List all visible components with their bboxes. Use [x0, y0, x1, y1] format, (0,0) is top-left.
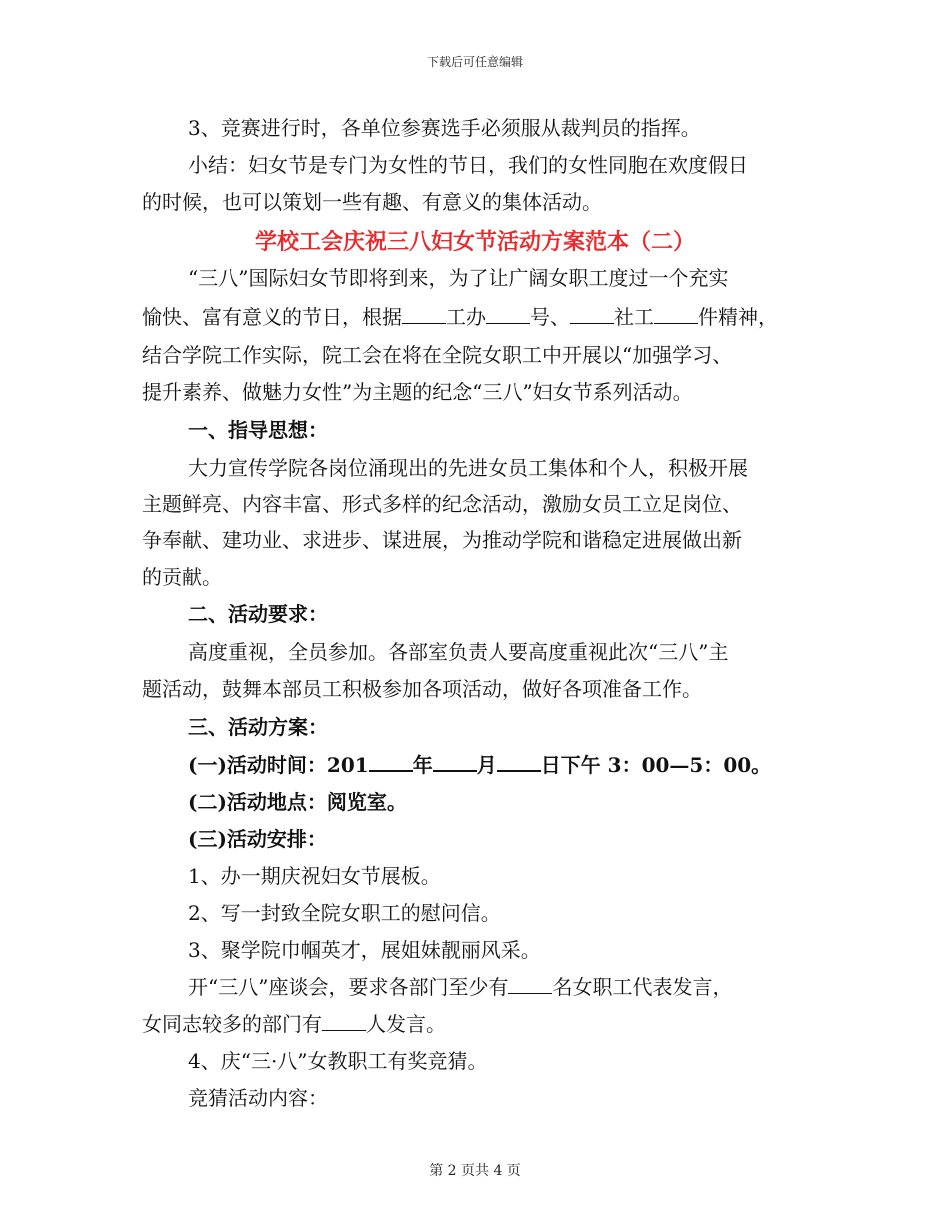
paragraph-line: “三八”国际妇女节即将到来，为了让广阔女职工度过一个充实 [188, 266, 729, 290]
blank-field [486, 305, 530, 324]
paragraph-line: 小结：妇女节是专门为女性的节日，我们的女性同胞在欢度假日 [188, 153, 748, 177]
blank-field [433, 752, 477, 772]
paragraph-line: 高度重视，全员参加。各部室负责人要高度重视此次“三八”主 [188, 640, 729, 664]
activity-place-line: (二)活动地点：阅览室。 [188, 790, 407, 814]
list-item: 4、庆“三·八”女教职工有奖竞猜。 [188, 1049, 488, 1073]
text-segment: 愉快、富有意义的节日，根据 [142, 305, 402, 329]
page-footer: 第 2 页共 4 页 [429, 1163, 521, 1179]
paragraph-line: 的贡献。 [142, 565, 222, 589]
blank-field [497, 752, 541, 772]
section-heading: 三、活动方案： [188, 715, 328, 739]
list-item: 2、写一封致全院女职工的慰问信。 [188, 901, 501, 925]
page-header: 下载后可任意编辑 [426, 55, 523, 69]
text-segment: 社工 [614, 305, 654, 329]
text-segment: (一)活动时间：201 [188, 753, 369, 777]
paragraph-line: 大力宣传学院各岗位涌现出的先进女员工集体和个人，积极开展 [188, 456, 748, 480]
paragraph-line: 3、竞赛进行时，各单位参赛选手必须服从裁判员的指挥。 [188, 116, 701, 140]
paragraph-line: 争奉献、建功业、求进步、谋进展，为推动学院和谐稳定进展做出新 [142, 528, 742, 552]
paragraph-line [142, 1012, 446, 1036]
paragraph-line: 主题鲜亮、内容丰富、形式多样的纪念活动，激励女员工立足岗位、 [142, 492, 742, 516]
section-heading: 一、指导思想： [188, 418, 328, 442]
list-item: 1、办一期庆祝妇女节展板。 [188, 864, 441, 888]
blank-field [570, 305, 614, 324]
text-segment: 月 [476, 753, 497, 777]
section-heading: 二、活动要求： [188, 602, 328, 626]
document-title: 学校工会庆祝三八妇女节活动方案范本（二） [254, 229, 695, 255]
text-segment: 年 [412, 753, 433, 777]
activity-time-line [188, 752, 771, 777]
paragraph-line: 的时候，也可以策划一些有趣、有意义的集体活动。 [142, 190, 602, 214]
blank-field [654, 305, 698, 324]
list-item: 3、聚学院巾帼英才，展姐妹靓丽风采。 [188, 938, 541, 962]
paragraph-line: 结合学院工作实际，院工会在将在全院女职工中开展以“加强学习、 [142, 343, 733, 367]
paragraph-line: 竞猜活动内容： [188, 1086, 328, 1110]
paragraph-line: 提升素养、做魅力女性”为主题的纪念“三八”妇女节系列活动。 [142, 380, 693, 404]
text-segment: 日下午 3：00—5：00。 [540, 753, 772, 777]
blank-field [508, 975, 552, 994]
blank-field [402, 305, 446, 324]
paragraph-line [188, 975, 732, 999]
paragraph-line [142, 305, 778, 329]
text-segment: 工办 [446, 305, 486, 329]
text-segment: 人发言。 [366, 1012, 446, 1036]
blank-field [322, 1012, 366, 1031]
text-segment: 名女职工代表发言， [552, 975, 733, 999]
paragraph-line: 题活动，鼓舞本部员工积极参加各项活动，做好各项准备工作。 [142, 677, 702, 701]
text-segment: 女同志较多的部门有 [142, 1012, 322, 1036]
text-segment: 号、 [530, 305, 570, 329]
activity-arrangement-heading: (三)活动安排： [188, 827, 327, 851]
blank-field [369, 752, 413, 772]
text-segment: 件精神， [698, 305, 778, 329]
text-segment: 开“三八”座谈会，要求各部门至少有 [188, 975, 509, 999]
